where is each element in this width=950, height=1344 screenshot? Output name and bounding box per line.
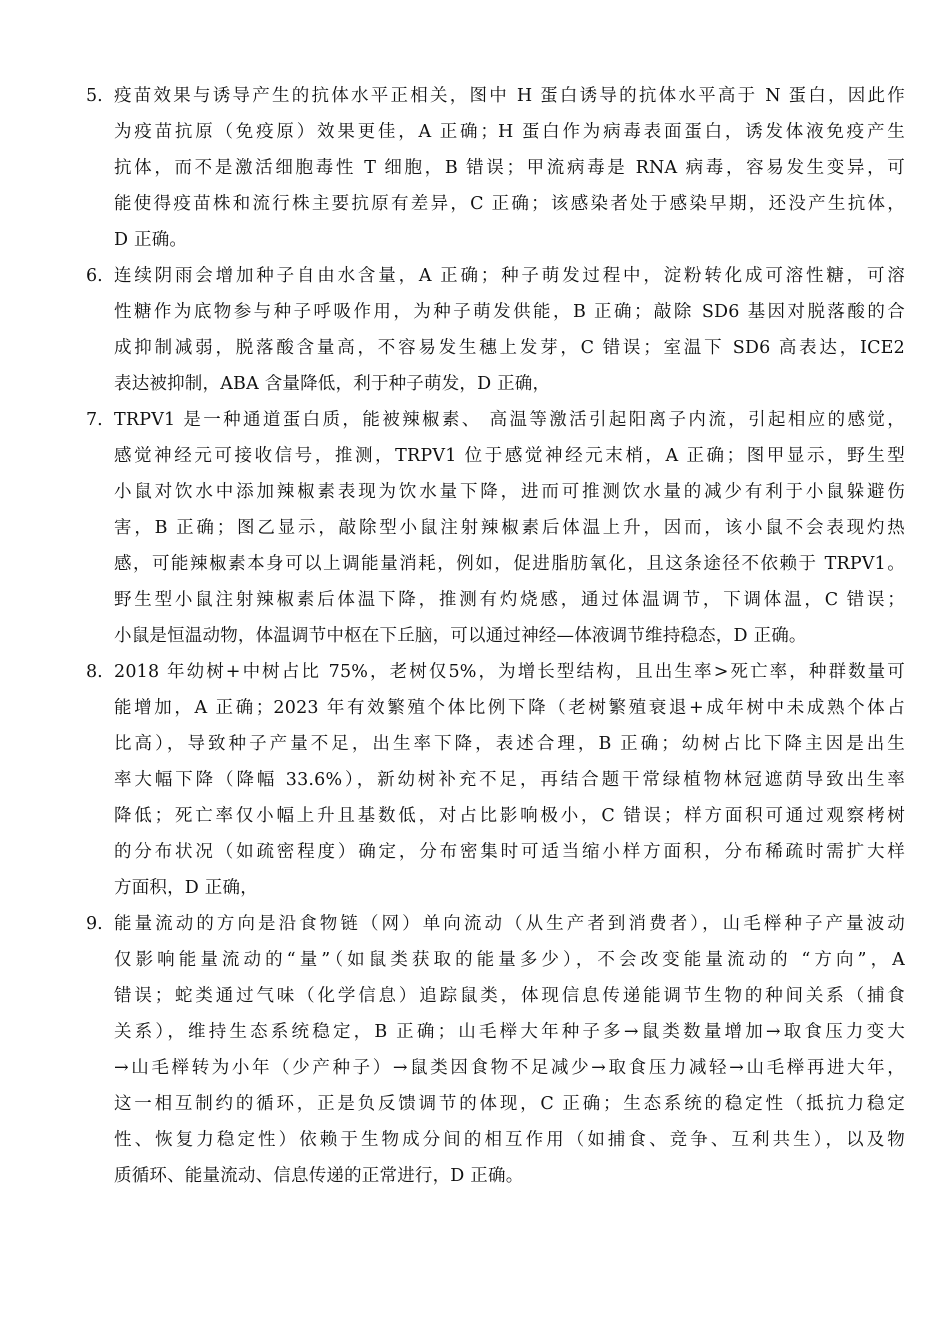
text-line: 能增加，A 正确；2023 年有效繁殖个体比例下降（老树繁殖衰退+成年树中未成熟个体占 — [114, 698, 905, 718]
text-line: 2018 年幼树+中树占比 75%，老树仅5%，为增长型结构，且出生率>死亡率，种群数量可 — [114, 662, 905, 682]
answer-explanations — [70, 78, 905, 1194]
text-line: 质循环、能量流动、信息传递的正常进行，D 正确。 — [114, 1166, 524, 1186]
text-line: 抗体，而不是激活细胞毒性 T 细胞，B 错误；甲流病毒是 RNA 病毒，容易发生变异，可 — [114, 158, 905, 178]
text-line: 仅影响能量流动的“量”（如鼠类获取的能量多少），不会改变能量流动的 “方向”，A — [114, 950, 905, 970]
text-line: 小鼠对饮水中添加辣椒素表现为饮水量下降，进而可推测饮水量的减少有利于小鼠躲避伤 — [114, 482, 905, 502]
item-number: 5. — [86, 86, 103, 106]
answer-item-6 — [70, 258, 905, 402]
text-line: TRPV1 是一种通道蛋白质，能被辣椒素、 高温等激活引起阳离子内流，引起相应的感觉， — [114, 410, 905, 430]
text-line: 的分布状况（如疏密程度）确定，分布密集时可适当缩小样方面积，分布稀疏时需扩大样 — [114, 842, 905, 862]
text-line: 关系），维持生态系统稳定，B 正确；山毛榉大年种子多→鼠类数量增加→取食压力变大 — [114, 1022, 905, 1042]
text-line: 疫苗效果与诱导产生的抗体水平正相关，图中 H 蛋白诱导的抗体水平高于 N 蛋白，因此作 — [114, 86, 905, 106]
text-line: 小鼠是恒温动物，体温调节中枢在下丘脑，可以通过神经—体液调节维持稳态，D 正确。 — [114, 626, 807, 646]
text-line: 感觉神经元可接收信号，推测，TRPV1 位于感觉神经元末梢，A 正确；图甲显示，野生型 — [114, 446, 905, 466]
item-number: 7. — [86, 410, 103, 430]
text-line: 感，可能辣椒素本身可以上调能量消耗，例如，促进脂肪氧化，且这条途径不依赖于 TRPV1。 — [114, 554, 905, 574]
text-line: 错误；蛇类通过气味（化学信息）追踪鼠类，体现信息传递能调节生物的种间关系（捕食 — [114, 986, 905, 1006]
text-line: 野生型小鼠注射辣椒素后体温下降，推测有灼烧感，通过体温调节，下调体温，C 错误； — [114, 590, 905, 610]
item-text — [114, 654, 905, 906]
text-line: 能使得疫苗株和流行株主要抗原有差异，C 正确；该感染者处于感染早期，还没产生抗体， — [114, 194, 905, 214]
text-line: 比高），导致种子产量不足，出生率下降，表述合理，B 正确；幼树占比下降主因是出生 — [114, 734, 905, 754]
text-line: 降低；死亡率仅小幅上升且基数低，对占比影响极小，C 错误；样方面积可通过观察栲树 — [114, 806, 905, 826]
item-number: 8. — [86, 662, 103, 682]
text-line: D 正确。 — [114, 230, 188, 250]
text-line: 方面积，D 正确， — [114, 878, 258, 898]
answer-item-8 — [70, 654, 905, 906]
text-line: 性、恢复力稳定性）依赖于生物成分间的相互作用（如捕食、竞争、互利共生），以及物 — [114, 1130, 905, 1150]
item-text — [114, 78, 905, 258]
item-text — [114, 258, 905, 402]
answer-item-7 — [70, 402, 905, 654]
item-text — [114, 906, 905, 1194]
item-text — [114, 402, 905, 654]
item-number: 9. — [86, 914, 103, 934]
text-line: →山毛榉转为小年（少产种子）→鼠类因食物不足减少→取食压力减轻→山毛榉再进大年， — [114, 1058, 905, 1078]
text-line: 率大幅下降（降幅 33.6%），新幼树补充不足，再结合题干常绿植物林冠遮荫导致出生率 — [114, 770, 905, 790]
text-line: 连续阴雨会增加种子自由水含量，A 正确；种子萌发过程中，淀粉转化成可溶性糖，可溶 — [114, 266, 905, 286]
item-number: 6. — [86, 266, 103, 286]
text-line: 害，B 正确；图乙显示，敲除型小鼠注射辣椒素后体温上升，因而，该小鼠不会表现灼热 — [114, 518, 905, 538]
answer-item-5 — [70, 78, 905, 258]
text-line: 成抑制减弱，脱落酸含量高，不容易发生穗上发芽，C 错误；室温下 SD6 高表达，ICE2 — [114, 338, 905, 358]
answer-item-9 — [70, 906, 905, 1194]
text-line: 性糖作为底物参与种子呼吸作用，为种子萌发供能，B 正确；敲除 SD6 基因对脱落酸的合 — [114, 302, 905, 322]
text-line: 这一相互制约的循环，正是负反馈调节的体现，C 正确；生态系统的稳定性（抵抗力稳定 — [114, 1094, 905, 1114]
text-line: 为疫苗抗原（免疫原）效果更佳，A 正确；H 蛋白作为病毒表面蛋白，诱发体液免疫产生 — [114, 122, 905, 142]
text-line: 表达被抑制，ABA 含量降低，利于种子萌发，D 正确， — [114, 374, 551, 394]
text-line: 能量流动的方向是沿食物链（网）单向流动（从生产者到消费者），山毛榉种子产量波动 — [114, 914, 905, 934]
